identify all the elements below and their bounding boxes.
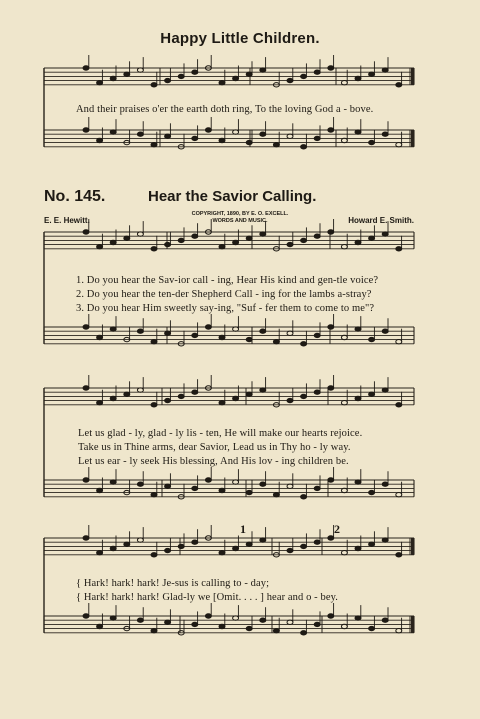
note-head bbox=[382, 618, 388, 622]
note-head bbox=[301, 145, 307, 149]
note-head bbox=[314, 540, 320, 544]
copyright-notice bbox=[170, 211, 310, 225]
note-head bbox=[301, 495, 307, 499]
note-head bbox=[219, 335, 225, 339]
hymn-title: Hear the Savior Calling. bbox=[148, 188, 317, 205]
note-head bbox=[341, 624, 347, 628]
note-head bbox=[341, 245, 347, 249]
note-head bbox=[260, 132, 266, 136]
note-head bbox=[301, 631, 307, 635]
note-head bbox=[301, 342, 307, 346]
note-head bbox=[355, 546, 361, 550]
note-head bbox=[192, 136, 198, 140]
note-head bbox=[355, 616, 361, 620]
note-head bbox=[314, 486, 320, 490]
note-head bbox=[219, 401, 225, 405]
note-head bbox=[396, 340, 402, 344]
note-head bbox=[165, 548, 171, 552]
hymn-number: No. 145. bbox=[44, 188, 106, 205]
note-head bbox=[178, 74, 184, 78]
note-head bbox=[205, 128, 211, 132]
note-head bbox=[328, 66, 334, 70]
note-head bbox=[110, 240, 116, 244]
note-head bbox=[165, 398, 171, 402]
note-head bbox=[219, 245, 225, 249]
note-head bbox=[233, 327, 239, 331]
note-head bbox=[192, 70, 198, 74]
note-head bbox=[219, 81, 225, 85]
note-head bbox=[165, 620, 171, 624]
note-head bbox=[137, 538, 143, 542]
note-head bbox=[287, 620, 293, 624]
note-head bbox=[382, 232, 388, 236]
note-head bbox=[178, 394, 184, 398]
note-head bbox=[233, 396, 239, 400]
note-head bbox=[287, 242, 293, 246]
note-head bbox=[137, 482, 143, 486]
note-head bbox=[124, 236, 130, 240]
note-head bbox=[124, 392, 130, 396]
note-head bbox=[246, 490, 252, 494]
note-head bbox=[192, 540, 198, 544]
note-head bbox=[341, 138, 347, 142]
note-head bbox=[151, 553, 157, 557]
note-head bbox=[246, 626, 252, 630]
note-head bbox=[260, 482, 266, 486]
note-head bbox=[219, 488, 225, 492]
note-head bbox=[396, 403, 402, 407]
note-head bbox=[287, 78, 293, 82]
note-head bbox=[382, 388, 388, 392]
note-head bbox=[192, 333, 198, 337]
note-head bbox=[273, 629, 279, 633]
note-head bbox=[355, 480, 361, 484]
note-head bbox=[246, 72, 252, 76]
note-head bbox=[97, 335, 103, 339]
note-head bbox=[246, 542, 252, 546]
note-head bbox=[178, 238, 184, 242]
note-head bbox=[110, 546, 116, 550]
note-head bbox=[233, 130, 239, 134]
note-head bbox=[369, 392, 375, 396]
note-head bbox=[314, 234, 320, 238]
note-head bbox=[83, 230, 89, 234]
note-head bbox=[287, 484, 293, 488]
note-head bbox=[151, 493, 157, 497]
note-head bbox=[110, 616, 116, 620]
note-head bbox=[83, 325, 89, 329]
note-head bbox=[192, 390, 198, 394]
note-head bbox=[328, 478, 334, 482]
note-head bbox=[97, 138, 103, 142]
note-head bbox=[137, 132, 143, 136]
note-head bbox=[328, 386, 334, 390]
note-head bbox=[246, 337, 252, 341]
note-head bbox=[192, 234, 198, 238]
note-head bbox=[355, 130, 361, 134]
note-head bbox=[355, 240, 361, 244]
note-head bbox=[137, 618, 143, 622]
note-head bbox=[165, 134, 171, 138]
final-line: { Hark! hark! hark! Glad-ly we [Omit. . . . ] hear and o - bey. bbox=[76, 592, 338, 603]
note-head bbox=[192, 486, 198, 490]
note-head bbox=[97, 401, 103, 405]
note-head bbox=[233, 240, 239, 244]
note-head bbox=[97, 488, 103, 492]
note-head bbox=[287, 548, 293, 552]
note-head bbox=[178, 544, 184, 548]
refrain-line: Take us in Thine arms, dear Savior, Lead us in Thy ho - ly way. bbox=[78, 442, 351, 453]
note-head bbox=[355, 396, 361, 400]
note-head bbox=[151, 403, 157, 407]
note-head bbox=[369, 72, 375, 76]
note-head bbox=[205, 478, 211, 482]
note-head bbox=[396, 553, 402, 557]
note-head bbox=[328, 325, 334, 329]
note-head bbox=[369, 337, 375, 341]
note-head bbox=[301, 394, 307, 398]
verse-line: 2. Do you hear the ten-der Shepherd Call - ing for the lambs a-stray? bbox=[76, 289, 372, 300]
note-head bbox=[260, 68, 266, 72]
note-head bbox=[369, 490, 375, 494]
note-head bbox=[396, 493, 402, 497]
lyricist-credit: E. E. Hewitt. bbox=[44, 216, 90, 225]
note-head bbox=[260, 618, 266, 622]
note-head bbox=[328, 230, 334, 234]
note-head bbox=[260, 538, 266, 542]
note-head bbox=[151, 83, 157, 87]
note-head bbox=[355, 76, 361, 80]
note-head bbox=[233, 546, 239, 550]
note-head bbox=[314, 390, 320, 394]
note-head bbox=[382, 329, 388, 333]
note-head bbox=[355, 327, 361, 331]
note-head bbox=[151, 247, 157, 251]
note-head bbox=[97, 81, 103, 85]
note-head bbox=[301, 544, 307, 548]
note-head bbox=[301, 238, 307, 242]
note-head bbox=[192, 622, 198, 626]
note-head bbox=[382, 132, 388, 136]
note-head bbox=[110, 76, 116, 80]
note-head bbox=[287, 134, 293, 138]
note-head bbox=[137, 68, 143, 72]
note-head bbox=[328, 536, 334, 540]
note-head bbox=[97, 551, 103, 555]
note-head bbox=[341, 551, 347, 555]
note-head bbox=[205, 614, 211, 618]
note-head bbox=[301, 74, 307, 78]
note-head bbox=[260, 232, 266, 236]
note-head bbox=[151, 340, 157, 344]
note-head bbox=[110, 130, 116, 134]
first-ending-mark: 1 bbox=[240, 522, 247, 536]
note-head bbox=[341, 81, 347, 85]
note-head bbox=[165, 331, 171, 335]
note-head bbox=[110, 327, 116, 331]
note-head bbox=[246, 236, 252, 240]
note-head bbox=[219, 138, 225, 142]
note-head bbox=[341, 488, 347, 492]
note-head bbox=[97, 624, 103, 628]
copyright-line: WORDS AND MUSIC. bbox=[212, 218, 268, 224]
note-head bbox=[260, 329, 266, 333]
note-head bbox=[219, 551, 225, 555]
note-head bbox=[369, 140, 375, 144]
note-head bbox=[83, 128, 89, 132]
composer-credit: Howard E. Smith. bbox=[348, 216, 414, 225]
note-head bbox=[341, 335, 347, 339]
refrain-line: Let us glad - ly, glad - ly lis - ten, He will make our hearts rejoice. bbox=[78, 428, 363, 439]
copyright-line: COPYRIGHT, 1890, BY E. O. EXCELL. bbox=[191, 211, 289, 217]
note-head bbox=[369, 236, 375, 240]
note-head bbox=[396, 247, 402, 251]
note-head bbox=[219, 624, 225, 628]
note-head bbox=[151, 143, 157, 147]
note-head bbox=[396, 83, 402, 87]
note-head bbox=[110, 396, 116, 400]
note-head bbox=[83, 536, 89, 540]
top-hymn-lyric: And their praises o'er the earth doth ring, To the loving God a - bove. bbox=[76, 104, 374, 115]
note-head bbox=[124, 72, 130, 76]
note-head bbox=[83, 478, 89, 482]
note-head bbox=[233, 480, 239, 484]
note-head bbox=[246, 392, 252, 396]
note-head bbox=[137, 232, 143, 236]
note-head bbox=[273, 493, 279, 497]
note-head bbox=[137, 388, 143, 392]
note-head bbox=[341, 401, 347, 405]
note-head bbox=[396, 143, 402, 147]
note-head bbox=[382, 538, 388, 542]
note-head bbox=[165, 78, 171, 82]
note-head bbox=[233, 76, 239, 80]
top-hymn-title: Happy Little Children. bbox=[160, 30, 320, 47]
note-head bbox=[83, 66, 89, 70]
refrain-line: Let us ear - ly seek His blessing, And His lov - ing children be. bbox=[78, 456, 349, 467]
note-head bbox=[97, 245, 103, 249]
note-head bbox=[165, 242, 171, 246]
verse-line: 3. Do you hear Him sweetly say-ing, "Suf - fer them to come to me"? bbox=[76, 303, 375, 314]
note-head bbox=[83, 614, 89, 618]
note-head bbox=[273, 143, 279, 147]
note-head bbox=[328, 614, 334, 618]
note-head bbox=[328, 128, 334, 132]
note-head bbox=[314, 136, 320, 140]
note-head bbox=[287, 398, 293, 402]
note-head bbox=[124, 542, 130, 546]
note-head bbox=[369, 542, 375, 546]
note-head bbox=[110, 480, 116, 484]
note-head bbox=[260, 388, 266, 392]
note-head bbox=[246, 140, 252, 144]
verse-line: 1. Do you hear the Sav-ior call - ing, Hear His kind and gen-tle voice? bbox=[76, 275, 379, 286]
note-head bbox=[369, 626, 375, 630]
note-head bbox=[137, 329, 143, 333]
note-head bbox=[382, 482, 388, 486]
note-head bbox=[205, 325, 211, 329]
note-head bbox=[165, 484, 171, 488]
note-head bbox=[314, 70, 320, 74]
note-head bbox=[382, 68, 388, 72]
note-head bbox=[396, 629, 402, 633]
note-head bbox=[151, 629, 157, 633]
note-head bbox=[314, 333, 320, 337]
note-head bbox=[233, 616, 239, 620]
note-head bbox=[287, 331, 293, 335]
final-line: { Hark! hark! hark! Je-sus is calling to - day; bbox=[76, 578, 270, 589]
note-head bbox=[83, 386, 89, 390]
second-ending-mark: 2 bbox=[334, 522, 341, 536]
note-head bbox=[273, 340, 279, 344]
note-head bbox=[314, 622, 320, 626]
